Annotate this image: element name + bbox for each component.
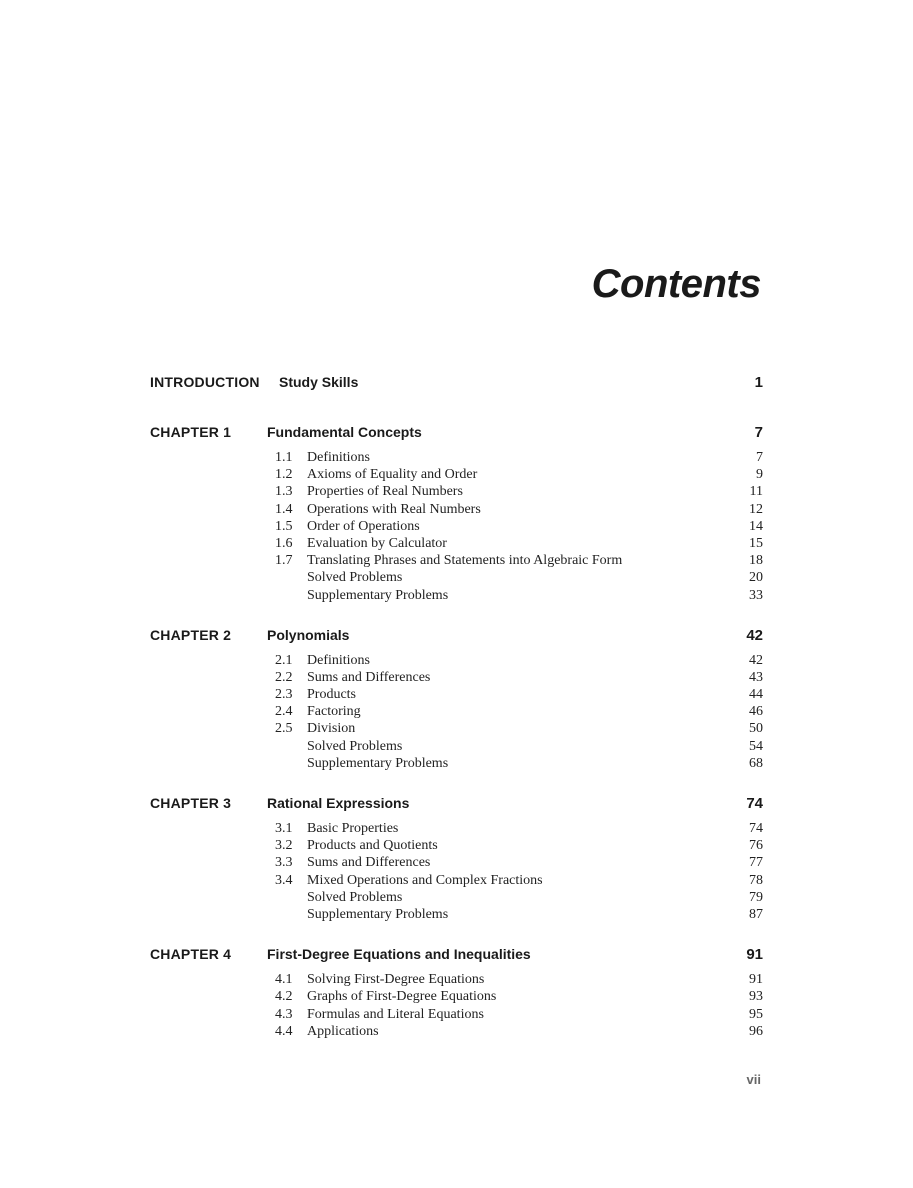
section-number: 2.3	[275, 687, 293, 703]
toc-section-row	[150, 536, 763, 553]
toc-chapter-row	[150, 795, 763, 817]
page-folio: vii	[746, 1072, 761, 1087]
toc-section-row	[150, 1007, 763, 1024]
section-page-number: 54	[749, 738, 763, 754]
chapter-page-number: 74	[746, 795, 763, 812]
chapter-title: Polynomials	[267, 626, 350, 643]
section-title: Operations with Real Numbers	[307, 501, 481, 517]
section-number: 3.3	[275, 855, 293, 871]
section-page-number: 76	[749, 838, 763, 854]
section-number: 2.1	[275, 652, 293, 668]
toc-section-row	[150, 502, 763, 519]
toc-section-row	[150, 519, 763, 536]
section-number: 1.7	[275, 553, 293, 569]
section-title: Factoring	[307, 704, 361, 720]
section-page-number: 93	[749, 989, 763, 1005]
section-number: 3.1	[275, 821, 293, 836]
section-page-number: 11	[749, 484, 763, 500]
chapter-title: Study Skills	[279, 374, 359, 390]
section-page-number: 96	[749, 1023, 763, 1039]
section-page-number: 91	[749, 972, 763, 988]
section-list	[150, 821, 763, 924]
toc-section-row	[150, 739, 763, 756]
toc-section-row	[150, 484, 763, 501]
section-title: Definitions	[307, 652, 370, 668]
section-page-number: 18	[749, 553, 763, 569]
section-title: Mixed Operations and Complex Fractions	[307, 872, 543, 888]
section-number: 4.1	[275, 972, 293, 988]
section-title: Translating Phrases and Statements into Algebraic Form	[307, 553, 623, 569]
toc-section-row	[150, 873, 763, 890]
section-number: 3.4	[275, 872, 293, 888]
toc-section-row	[150, 838, 763, 855]
chapter-title: Fundamental Concepts	[267, 424, 422, 440]
section-page-number: 95	[749, 1006, 763, 1022]
section-page-number: 79	[749, 889, 763, 905]
section-title: Products and Quotients	[307, 838, 438, 854]
section-title: Axioms of Equality and Order	[307, 467, 478, 483]
chapter-spacer	[150, 605, 763, 627]
section-title: Solving First-Degree Equations	[307, 972, 485, 988]
chapter-label: CHAPTER 2	[150, 626, 232, 643]
toc-section-row	[150, 756, 763, 773]
section-list	[150, 972, 763, 1041]
chapter-page-number: 91	[746, 946, 763, 964]
toc-section-row	[150, 570, 763, 587]
toc-chapter-row	[150, 627, 763, 649]
section-number: 4.2	[275, 989, 293, 1005]
section-title: Applications	[307, 1023, 379, 1039]
toc-section-row	[150, 989, 763, 1006]
section-number: 2.5	[275, 721, 293, 737]
chapter-spacer	[150, 924, 763, 946]
section-title: Supplementary Problems	[307, 755, 449, 771]
toc-section-row	[150, 890, 763, 907]
toc-section-row	[150, 704, 763, 721]
toc-section-row	[150, 855, 763, 872]
toc-chapter-row	[150, 946, 763, 968]
section-title: Properties of Real Numbers	[307, 484, 463, 500]
chapter-spacer	[150, 396, 763, 424]
page-title: Contents	[591, 262, 761, 306]
section-title: Supplementary Problems	[307, 587, 449, 603]
section-title: Sums and Differences	[307, 669, 431, 685]
chapter-label: INTRODUCTION	[150, 374, 260, 390]
section-number: 4.4	[275, 1023, 293, 1039]
chapter-label: CHAPTER 1	[150, 424, 232, 440]
section-title: Formulas and Literal Equations	[307, 1006, 484, 1022]
section-title: Order of Operations	[307, 518, 420, 534]
section-page-number: 33	[749, 587, 763, 603]
section-page-number: 78	[749, 872, 763, 888]
section-title: Evaluation by Calculator	[307, 535, 447, 551]
section-list	[150, 653, 763, 773]
toc-section-row	[150, 972, 763, 989]
section-number: 2.2	[275, 669, 293, 685]
chapter-title: Rational Expressions	[267, 795, 410, 811]
chapter-page-number: 7	[754, 424, 763, 441]
section-number: 1.6	[275, 535, 293, 551]
section-number: 1.4	[275, 501, 293, 517]
toc-section-row	[150, 721, 763, 738]
section-page-number: 14	[749, 518, 763, 534]
section-number: 1.1	[275, 450, 293, 465]
section-page-number: 50	[749, 721, 763, 737]
toc-intro-row	[150, 374, 763, 396]
section-number: 4.3	[275, 1006, 293, 1022]
toc-section-row	[150, 670, 763, 687]
toc-section-row	[150, 467, 763, 484]
section-title: Graphs of First-Degree Equations	[307, 989, 497, 1005]
section-page-number: 15	[749, 535, 763, 551]
section-page-number: 7	[756, 450, 763, 465]
toc-section-row	[150, 907, 763, 924]
section-title: Division	[307, 721, 356, 737]
section-title: Supplementary Problems	[307, 906, 449, 922]
section-page-number: 87	[749, 906, 763, 922]
section-number: 1.2	[275, 467, 293, 483]
chapter-label: CHAPTER 4	[150, 946, 232, 963]
section-number: 2.4	[275, 704, 293, 720]
section-title: Definitions	[307, 450, 370, 465]
chapter-list	[150, 396, 763, 1041]
section-title: Sums and Differences	[307, 855, 431, 871]
section-page-number: 12	[749, 501, 763, 517]
section-list	[150, 450, 763, 605]
section-page-number: 68	[749, 755, 763, 771]
section-title: Solved Problems	[307, 570, 403, 586]
toc-section-row	[150, 653, 763, 670]
toc-section-row	[150, 821, 763, 838]
section-number: 1.5	[275, 518, 293, 534]
section-title: Solved Problems	[307, 889, 403, 905]
chapter-page-number: 1	[754, 374, 763, 391]
toc-section-row	[150, 553, 763, 570]
section-page-number: 44	[749, 687, 763, 703]
section-page-number: 43	[749, 669, 763, 685]
section-number: 1.3	[275, 484, 293, 500]
section-page-number: 74	[749, 821, 763, 836]
section-page-number: 42	[749, 652, 763, 668]
chapter-label: CHAPTER 3	[150, 795, 232, 811]
section-title: Solved Problems	[307, 738, 403, 754]
section-page-number: 46	[749, 704, 763, 720]
chapter-page-number: 42	[746, 626, 763, 644]
section-page-number: 9	[756, 467, 763, 483]
toc-section-row	[150, 588, 763, 605]
toc-chapter-row	[150, 424, 763, 446]
toc-section-row	[150, 687, 763, 704]
chapter-spacer	[150, 773, 763, 795]
toc-section-row	[150, 1024, 763, 1041]
section-number: 3.2	[275, 838, 293, 854]
chapter-title: First-Degree Equations and Inequalities	[267, 946, 531, 963]
toc-section-row	[150, 450, 763, 467]
section-title: Products	[307, 687, 356, 703]
section-page-number: 77	[749, 855, 763, 871]
table-of-contents	[150, 374, 763, 1041]
section-title: Basic Properties	[307, 821, 399, 836]
section-page-number: 20	[749, 570, 763, 586]
